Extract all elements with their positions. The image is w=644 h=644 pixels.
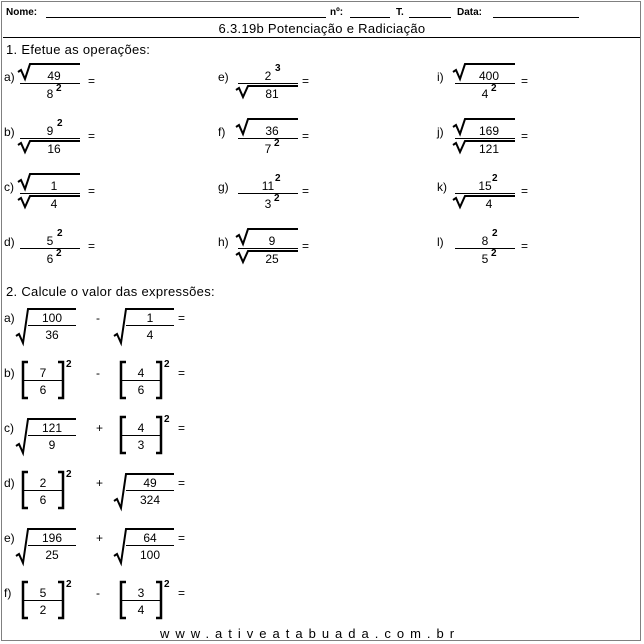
exercise-label: d) xyxy=(4,476,15,490)
radical-sign xyxy=(18,64,80,79)
numerator-exponent: 2 xyxy=(57,118,63,129)
radical-sign xyxy=(453,64,515,79)
denominator: 8 xyxy=(46,87,54,101)
exercise-label: c) xyxy=(4,180,14,194)
exercise-label: d) xyxy=(4,235,15,249)
equals-sign: = xyxy=(302,184,310,198)
right-bracket xyxy=(58,362,63,398)
left-bracket xyxy=(121,582,126,618)
equals-sign: = xyxy=(521,184,529,198)
equals-sign: = xyxy=(302,239,310,253)
radical-sign xyxy=(18,141,80,152)
numerator: 5 xyxy=(39,586,47,600)
denominator-exponent: 2 xyxy=(491,83,497,94)
denominator: 81 xyxy=(265,87,279,101)
exponent: 2 xyxy=(66,579,72,590)
numerator: 9 xyxy=(46,124,54,138)
exercise-label: f) xyxy=(218,125,226,139)
numerator: 4 xyxy=(137,421,145,435)
equals-sign: = xyxy=(88,184,96,198)
numerator: 4 xyxy=(137,366,145,380)
equals-sign: = xyxy=(88,129,96,143)
equals-sign: = xyxy=(178,421,186,435)
denominator: 121 xyxy=(478,142,500,156)
equals-sign: = xyxy=(521,239,529,253)
exercise-label: g) xyxy=(218,180,229,194)
section2-instruction: 2. Calcule o valor das expressões: xyxy=(6,284,215,299)
equals-sign: = xyxy=(88,74,96,88)
data-label: Data: xyxy=(457,7,483,18)
exercise-label: k) xyxy=(437,180,447,194)
page-title: 6.3.19b Potenciação e Radiciação xyxy=(218,21,426,36)
right-bracket xyxy=(156,417,161,453)
radical-sign xyxy=(18,174,80,189)
numerator: 121 xyxy=(41,421,63,435)
equals-sign: = xyxy=(178,311,186,325)
numerator: 2 xyxy=(264,69,272,83)
denominator: 2 xyxy=(39,603,47,617)
numerator: 100 xyxy=(41,311,63,325)
denominator: 4 xyxy=(481,87,489,101)
numerator: 49 xyxy=(47,69,61,83)
left-bracket xyxy=(23,472,28,508)
denominator: 9 xyxy=(48,438,56,452)
radical-sign xyxy=(236,229,298,244)
exercise-label: i) xyxy=(437,70,444,84)
denominator: 5 xyxy=(481,252,489,266)
equals-sign: = xyxy=(178,476,186,490)
radical-sign xyxy=(453,196,515,207)
radical-sign xyxy=(236,251,298,262)
exponent: 2 xyxy=(164,414,170,425)
numerator-exponent: 2 xyxy=(275,173,281,184)
radical-sign xyxy=(114,474,174,508)
operator: - xyxy=(96,366,100,380)
denominator: 4 xyxy=(485,197,493,211)
denominator: 324 xyxy=(139,493,161,507)
numerator: 7 xyxy=(39,366,47,380)
numerator-exponent: 2 xyxy=(492,228,498,239)
equals-sign: = xyxy=(88,239,96,253)
exponent: 2 xyxy=(66,469,72,480)
equals-sign: = xyxy=(178,531,186,545)
exercise-label: a) xyxy=(4,70,15,84)
exponent: 2 xyxy=(164,359,170,370)
numerator: 196 xyxy=(41,531,63,545)
equals-sign: = xyxy=(302,129,310,143)
exercise-label: a) xyxy=(4,311,15,325)
exercise-label: c) xyxy=(4,421,14,435)
numerator: 1 xyxy=(146,311,154,325)
numerator: 5 xyxy=(46,234,54,248)
numerator: 8 xyxy=(481,234,489,248)
denominator: 100 xyxy=(139,548,161,562)
radical-sign xyxy=(453,119,515,134)
numerator-exponent: 2 xyxy=(57,228,63,239)
exercise-label: j) xyxy=(437,125,444,139)
radical-sign xyxy=(16,419,76,453)
radical-sign xyxy=(236,119,298,134)
numerator: 169 xyxy=(478,124,500,138)
section1-instruction: 1. Efetue as operações: xyxy=(6,42,151,57)
denominator: 4 xyxy=(146,328,154,342)
radical-sign xyxy=(114,529,174,563)
denominator: 3 xyxy=(264,197,272,211)
equals-sign: = xyxy=(178,366,186,380)
denominator: 7 xyxy=(264,142,272,156)
footer-website: www.ativeatabuada.com.br xyxy=(160,626,461,641)
numerator: 2 xyxy=(39,476,47,490)
operator: + xyxy=(96,476,104,490)
right-bracket xyxy=(58,472,63,508)
radical-sign xyxy=(453,141,515,152)
operator: - xyxy=(96,586,100,600)
exercise-label: b) xyxy=(4,366,15,380)
left-bracket xyxy=(121,417,126,453)
denominator-exponent: 2 xyxy=(274,193,280,204)
right-bracket xyxy=(58,582,63,618)
right-bracket xyxy=(156,582,161,618)
numerator: 64 xyxy=(143,531,157,545)
denominator-exponent: 2 xyxy=(274,138,280,149)
left-bracket xyxy=(121,362,126,398)
numerator: 15 xyxy=(478,179,492,193)
denominator-exponent: 2 xyxy=(56,83,62,94)
numerator: 9 xyxy=(268,234,276,248)
denominator: 4 xyxy=(50,197,58,211)
equals-sign: = xyxy=(302,74,310,88)
operator: - xyxy=(96,311,100,325)
denominator-exponent: 2 xyxy=(56,248,62,259)
left-bracket xyxy=(23,362,28,398)
exercise-label: e) xyxy=(4,531,15,545)
numerator-exponent: 3 xyxy=(275,63,281,74)
radical-sign xyxy=(16,309,76,343)
numerator: 1 xyxy=(50,179,58,193)
exercise-label: f) xyxy=(4,586,12,600)
denominator: 25 xyxy=(265,252,279,266)
denominator-exponent: 2 xyxy=(491,248,497,259)
right-bracket xyxy=(156,362,161,398)
numerator: 400 xyxy=(478,69,500,83)
denominator: 6 xyxy=(46,252,54,266)
equals-sign: = xyxy=(521,74,529,88)
radical-sign xyxy=(18,196,80,207)
exponent: 2 xyxy=(164,579,170,590)
operator: + xyxy=(96,421,104,435)
denominator: 16 xyxy=(47,142,61,156)
equals-sign: = xyxy=(178,586,186,600)
denominator: 6 xyxy=(39,493,47,507)
turma-label: T. xyxy=(396,7,404,18)
radical-sign xyxy=(236,86,298,97)
exercise-label: e) xyxy=(218,70,229,84)
numerator: 36 xyxy=(265,124,279,138)
exponent: 2 xyxy=(66,359,72,370)
exercise-label: l) xyxy=(437,235,444,249)
equals-sign: = xyxy=(521,129,529,143)
numerator: 49 xyxy=(143,476,157,490)
exercise-label: h) xyxy=(218,235,229,249)
numero-label: nº: xyxy=(330,7,344,18)
numerator: 11 xyxy=(261,179,275,193)
operator: + xyxy=(96,531,104,545)
exercise-label: b) xyxy=(4,125,15,139)
left-bracket xyxy=(23,582,28,618)
radical-sign xyxy=(114,309,174,343)
nome-label: Nome: xyxy=(6,7,38,18)
denominator: 3 xyxy=(137,438,145,452)
denominator: 25 xyxy=(45,548,59,562)
denominator: 36 xyxy=(45,328,59,342)
denominator: 6 xyxy=(137,383,145,397)
numerator-exponent: 2 xyxy=(492,173,498,184)
denominator: 4 xyxy=(137,603,145,617)
denominator: 6 xyxy=(39,383,47,397)
radical-sign xyxy=(16,529,76,563)
numerator: 3 xyxy=(137,586,145,600)
